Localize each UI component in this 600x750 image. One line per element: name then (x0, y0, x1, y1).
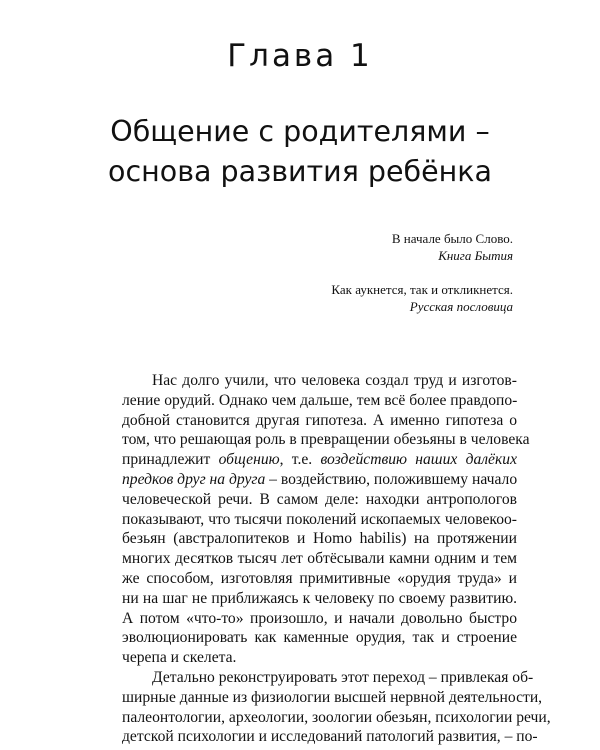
text-line: ширные данные из физиологии высшей нервной деятельности, (122, 688, 543, 706)
chapter-label: Глава 1 (227, 38, 373, 74)
emphasis-text: предков друг на друга (122, 470, 266, 488)
text-line: том, что решающая роль в превращении обезьяны в человека (122, 431, 530, 449)
chapter-title-line: Общение с родителями – (110, 115, 490, 148)
text-line (122, 450, 517, 470)
text-run: принадлежит (122, 451, 219, 469)
emphasis-text: воздействию наших далёких (320, 451, 517, 469)
chapter-title (0, 112, 600, 192)
text-line: детской психологии и исследований патологий развития, – по- (122, 728, 538, 746)
text-line: многих десятков тысяч лет обтёсывали камни одним и тем (122, 550, 517, 568)
text-line (122, 470, 517, 490)
paragraph (122, 668, 551, 747)
epigraph-quote: В начале было Слово. (391, 231, 513, 246)
text-line: Детально реконструировать этот переход – привлекая об- (152, 668, 534, 686)
epigraph (392, 230, 513, 264)
epigraph-source: Книга Бытия (438, 248, 513, 263)
text-line: показывают, что тысячи поколений ископаемых человекоо- (122, 510, 517, 528)
emphasis-text: общению (218, 451, 280, 469)
chapter-title-line: основа развития ребёнка (108, 155, 492, 188)
text-line: ление орудий. Однако чем дальше, тем всё более правдопо- (122, 391, 518, 409)
text-line: палеонтологии, археологии, зоологии обезьян, психологии речи, (122, 708, 551, 726)
text-line: безьян (австралопитеков и Homo habilis) на протяжении (122, 530, 517, 548)
paragraph (122, 371, 530, 668)
text-line: человеческой речи. В самом деле: находки антропологов (122, 490, 517, 508)
text-run: , т.е. (279, 451, 321, 469)
text-line: А потом «что-то» произошло, и начали довольно быстро (122, 609, 517, 627)
text-line: же способом, изготовляя примитивные «орудия труда» и (122, 569, 517, 587)
epigraph-quote: Как аукнется, так и откликнется. (331, 282, 513, 297)
text-line: ни на шаг не приближаясь к человеку по своему развитию. (122, 589, 517, 607)
body-text (122, 371, 551, 747)
text-line: черепа и скелета. (122, 649, 237, 667)
epigraph (331, 281, 513, 315)
text-line: Нас долго учили, что человека создал труд и изготов- (152, 372, 517, 389)
text-run: – воздействию, положившему начало (265, 470, 518, 488)
epigraph-source: Русская пословица (409, 299, 513, 314)
text-line: эволюционировать как каменные орудия, так и строение (122, 629, 517, 647)
text-line: добной становится другая гипотеза. А именно гипотеза о (122, 411, 517, 429)
